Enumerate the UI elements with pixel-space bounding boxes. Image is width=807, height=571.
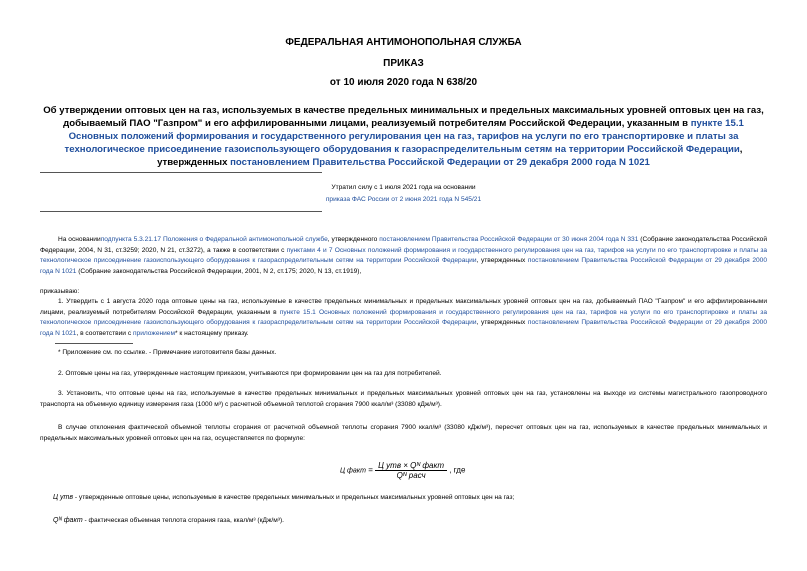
doc-date-number: от 10 июля 2020 года N 638/20 — [329, 77, 478, 88]
revoked-link[interactable]: приказа ФАС России от 2 июня 2021 года N 545/21 — [325, 196, 482, 203]
item-1: 1. Утвердить с 1 августа 2020 года оптовые цены на газ, используемые в качестве предельных минимальных и предельных максимальных уровней оптовых цен на газ, добываемый ПАО "Газпром" и его аффилированными лицами, реализуемый потребителям Российской Федерации, указанным в пункте 15.1 Основных положений формирования и государственного регулирования цен на газ, тарифов на услуги по его транспортировке и платы за технологическое присоединение газоиспользующего оборудования к газораспределительным сетям на территории Российской Федерации, утвержденных постановлением Правительства Российской Федерации от 29 декабря 2000 года N 1021, в соответствии с приложением* к настоящему приказу. — [40, 298, 767, 337]
item-2: 2. Оптовые цены на газ, утвержденные настоящим приказом, учитываются при формировании цен на газ для потребителей. — [58, 370, 442, 377]
title-link-basic-provisions[interactable]: пункте 15.1 Основных положений формирования и государственного регулирования цен на газ, тарифов на услуги по его транспортировке и платы за технологическое присоединение газоиспользующего оборудования к газораспределительным сетям на территории Российской Федерации — [64, 118, 744, 155]
formula-fraction — [375, 461, 447, 480]
formula-where: , где — [449, 465, 466, 475]
link-decree-1021[interactable]: постановлением Правительства Российской Федерации от 29 декабря 2000 года N 1021 — [40, 257, 767, 275]
item-3: 3. Установить, что оптовые цены на газ, используемые в качестве предельных минимальных и предельных максимальных уровней оптовых цен на газ, установлены на выходе из системы магистрального газопроводного транспорта на объемную единицу измерения газа (1000 м³) с расчетной объемной теплотой сгорания 7900 ккал/м³ (33080 кДж/м³). — [40, 390, 767, 408]
recalc-formula: Ц факт = $\frac{\text{Ц утв × Qᴺ факт}}{\text{Qᴺ расч}}$ , где — [340, 461, 466, 480]
definition-1-symbol: Ц утв — [53, 494, 74, 501]
formula-numerator: Ц утв × Qᴺ факт — [375, 461, 447, 471]
definition-2-symbol: Qᴺ факт — [53, 517, 83, 524]
doc-type: ПРИКАЗ — [383, 58, 424, 69]
deviation-paragraph: В случае отклонения фактической объемной теплоты сгорания от расчетной объемной теплоты сгорания 7900 ккал/м³ (33080 кДж/м³), пересчет оптовых цен на газ, используемых в качестве предельных минимальных и предельных максимальных уровней оптовых цен на газ, осуществляется по формуле: — [40, 424, 767, 442]
definition-1: Ц утв - утвержденные оптовые цены, используемые в качестве предельных минимальных и предельных максимальных уровней оптовых цен на газ; — [53, 494, 515, 501]
title-link-government-decree[interactable]: постановлением Правительства Российской Федерации от 29 декабря 2000 года N 1021 — [230, 157, 650, 168]
link-decree-331[interactable]: постановлением Правительства Российской Федерации от 30 июня 2004 года N 331 — [379, 236, 639, 243]
footnote: * Приложение см. по ссылке. - Примечание изготовителя базы данных. — [58, 349, 277, 356]
bottom-divider — [40, 211, 322, 212]
definition-2: Qᴺ факт - фактическая объемная теплота сгорания газа, ккал/м³ (кДж/м³). — [53, 517, 284, 524]
top-divider — [40, 172, 322, 173]
footnote-divider — [55, 343, 133, 344]
formula-denominator: Qᴺ расч — [396, 471, 426, 480]
document-title: Об утверждении оптовых цен на газ, используемых в качестве предельных минимальных и предельных максимальных уровней оптовых цен на газ, добываемый ПАО "Газпром" и его аффилированными лицами, реализуемый потребителям Российской Федерации, указанным в пункте 15.1 Основных положений формирования и государственного регулирования цен на газ, тарифов на услуги по его транспортировке и платы за технологическое присоединение газоиспользующего оборудования к газораспределительным сетям на территории Российской Федерации, утвержденных постановлением Правительства Российской Федерации от 29 декабря 2000 года N 1021 — [43, 105, 764, 168]
link-points-4-7[interactable]: пунктами 4 и 7 Основных положений формирования и государственного регулирования цен на газ, тарифов на услуги по его транспортировке и платы за технологическое присоединение газоиспользующего оборудования к газораспределительным сетям на территории Российской Федерации — [40, 246, 768, 264]
agency-name: ФЕДЕРАЛЬНАЯ АНТИМОНОПОЛЬНАЯ СЛУЖБА — [285, 37, 522, 48]
item1-link-decree-1021[interactable]: постановлением Правительства Российской Федерации от 29 декабря 2000 года N 1021 — [40, 319, 767, 337]
revoked-notice: Утратил силу с 1 июля 2021 года на основании приказа ФАС России от 2 июня 2021 года N 545/21 — [325, 184, 482, 203]
prikazyvayu: приказываю: — [40, 288, 80, 295]
item1-link-appendix[interactable]: приложением — [132, 329, 176, 337]
preamble-paragraph: На основанииподпункта 5.3.21.17 Положения о Федеральной антимонопольной службе, утвержденного постановлением Правительства Российской Федерации от 30 июня 2004 года N 331 (Собрание законодательства Российской Федерации, 2004, N 31, ст.3259; 2020, N 21, ст.3272), а также в соответствии с пунктами 4 и 7 Основных положений формирования и государственного регулирования цен на газ, тарифов на услуги по его транспортировке и платы за технологическое присоединение газоиспользующего оборудования к газораспределительным сетям на территории Российской Федерации, утвержденных постановлением Правительства Российской Федерации от 29 декабря 2000 года N 1021 (Собрание законодательства Российской Федерации, 2001, N 2, ст.175; 2020, N 13, ст.1919), — [40, 236, 768, 275]
item1-link-point-15-1[interactable]: пункте 15.1 Основных положений формирования и государственного регулирования цен на газ, тарифов на услуги по его транспортировке и платы за технологическое присоединение газоиспользующего оборудования к газораспределительным сетям на территории Российской Федерации — [40, 308, 767, 326]
formula-lhs: Ц факт — [340, 467, 366, 475]
link-fas-regulation[interactable]: подпункта 5.3.21.17 Положения о Федеральной антимонопольной службе — [100, 236, 328, 243]
